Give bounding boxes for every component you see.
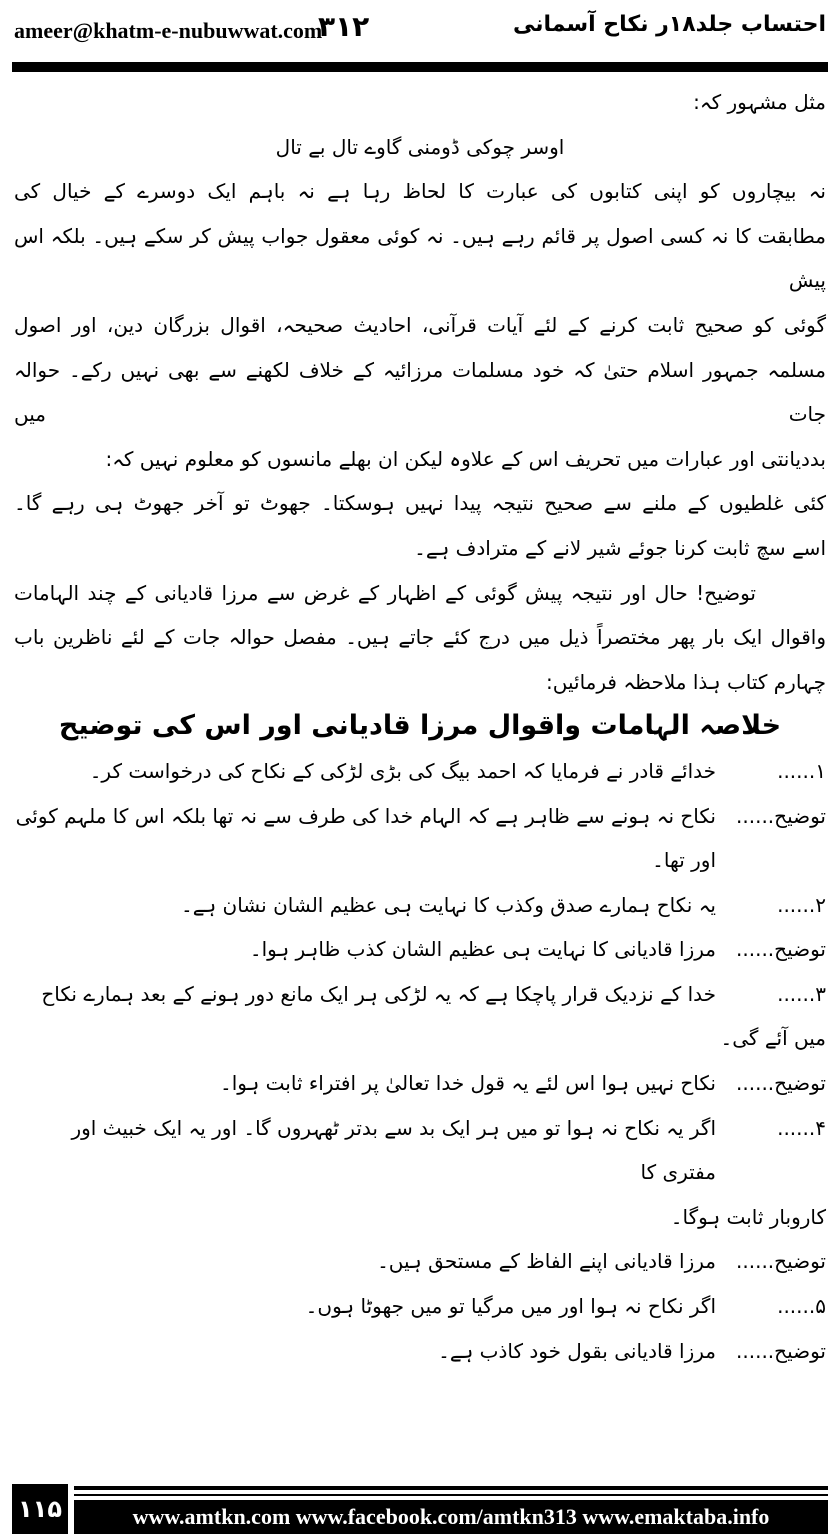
header-title: احتساب جلد۱۸ر نکاح آسمانی	[512, 12, 826, 37]
item-text: مرزا قادیانی بقول خود کاذب ہے۔	[438, 1338, 716, 1363]
list-item	[14, 1329, 826, 1374]
footer-page-number: ۱۱۵	[12, 1484, 68, 1534]
page-header	[0, 0, 840, 60]
intro-line: مثل مشہور کہ:	[693, 90, 826, 114]
text-line: کئی غلطیوں کے ملنے سے صحیح نتیجہ پیدا نہیں ہوسکتا۔ جھوٹ تو آخر جھوٹ ہی رہے گا۔	[14, 491, 826, 516]
page-body	[14, 80, 826, 1373]
text-line: مسلمہ جمہور اسلام حتیٰ کہ خود مسلمات مرزائیہ کے خلاف لکھنے سے بھی نہیں رکے۔ حوالہ جات میں	[14, 357, 826, 427]
list-item	[14, 1284, 826, 1329]
item-label: توضیح......	[736, 937, 826, 962]
footer-rule-thin	[74, 1494, 828, 1496]
list-item	[14, 794, 826, 883]
text-line: گوئی کو صحیح ثابت کرنے کے لئے آیات قرآنی، احادیث صحیحہ، اقوال بزرگان دین، اور اصول	[14, 312, 826, 337]
item-text: اگر یہ نکاح نہ ہوا تو میں ہر ایک بد سے بدتر ٹھہروں گا۔ اور یہ ایک خبیث اور مفتری کا	[71, 1115, 716, 1185]
text-line: واقوال ایک بار پھر مختصراً ذیل میں درج کئے جاتے ہیں۔ مفصل حوالہ جات کے لئے ناظرین باب	[14, 625, 826, 650]
list-item	[14, 749, 826, 794]
text-line: نہ بیچاروں کو اپنی کتابوں کی عبارت کا لحاظ رہا ہے نہ باہم ایک دوسرے کے خیال کی	[14, 179, 826, 204]
item-label: ۳......	[777, 981, 826, 1006]
header-page-number: ۳۱۲	[318, 10, 370, 43]
list-item	[14, 883, 826, 928]
item-text: نکاح نہیں ہوا اس لئے یہ قول خدا تعالیٰ پر افتراء ثابت ہوا۔	[219, 1071, 716, 1096]
item-text: اگر نکاح نہ ہوا اور میں مرگیا تو میں جھوٹا ہوں۔	[305, 1294, 716, 1319]
text-line: چہارم کتاب ہذا ملاحظہ فرمائیں:	[546, 669, 826, 694]
item-text: یہ نکاح ہمارے صدق وکذب کا نہایت ہی عظیم الشان نشان ہے۔	[181, 892, 716, 917]
item-continuation: میں آئے گی۔	[720, 1026, 826, 1051]
item-label: ۱......	[777, 758, 826, 783]
item-label: توضیح......	[736, 803, 826, 828]
paragraph-1	[14, 169, 826, 481]
text-line: بددیانتی اور عبارات میں تحریف اس کے علاوہ لیکن ان بھلے مانسوں کو معلوم نہیں کہ:	[105, 446, 826, 471]
item-text: خدا کے نزدیک قرار پاچکا ہے کہ یہ لڑکی ہر ایک مانع دور ہونے کے بعد ہمارے نکاح	[41, 981, 716, 1006]
list-item	[14, 1061, 826, 1106]
header-rule	[12, 62, 828, 72]
item-label: ۴......	[777, 1115, 826, 1140]
item-text: خدائے قادر نے فرمایا کہ احمد بیگ کی بڑی لڑکی کے نکاح کی درخواست کر۔	[89, 758, 716, 783]
paragraph-2	[14, 571, 826, 705]
list-item	[14, 1239, 826, 1284]
item-label: ۲......	[777, 892, 826, 917]
item-text: نکاح نہ ہونے سے ظاہر ہے کہ الہام خدا کی طرف سے نہ تھا بلکہ اس کا ملہم کوئی اور تھا۔	[15, 803, 716, 873]
proverb: اوسر چوکی ڈومنی گاوے تال بے تال	[275, 134, 565, 159]
item-label: ۵......	[777, 1294, 826, 1319]
text-line: مطابقت کا نہ کسی اصول پر قائم رہے ہیں۔ نہ کوئی معقول جواب پیش کر سکے ہیں۔ بلکہ اس پیش	[14, 223, 826, 293]
list-item	[14, 927, 826, 972]
text-line: توضیح! حال اور نتیجہ پیش گوئی کے اظہار کے غرض سے مرزا قادیانی کے چند الہامات	[14, 580, 756, 605]
item-label: توضیح......	[736, 1249, 826, 1274]
item-label: توضیح......	[736, 1338, 826, 1363]
text-line: اسے سچ ثابت کرنا جوئے شیر لانے کے مترادف ہے۔	[414, 535, 826, 560]
item-text: مرزا قادیانی اپنے الفاظ کے مستحق ہیں۔	[377, 1249, 716, 1274]
list-item	[14, 1106, 826, 1195]
section-heading: خلاصہ الہامات واقوال مرزا قادیانی اور اس کی توضیح	[58, 710, 782, 742]
list-item	[14, 972, 826, 1017]
quote	[14, 481, 826, 570]
item-list	[14, 749, 826, 1373]
footer-rule	[74, 1486, 828, 1490]
header-email: ameer@khatm-e-nubuwwat.com	[14, 18, 323, 43]
item-text: مرزا قادیانی کا نہایت ہی عظیم الشان کذب ظاہر ہوا۔	[249, 937, 716, 962]
item-continuation: کاروبار ثابت ہوگا۔	[670, 1204, 826, 1229]
footer-urls: www.amtkn.com www.facebook.com/amtkn313 www.emaktaba.info	[74, 1500, 828, 1534]
item-label: توضیح......	[736, 1071, 826, 1096]
page-footer	[12, 1484, 828, 1534]
